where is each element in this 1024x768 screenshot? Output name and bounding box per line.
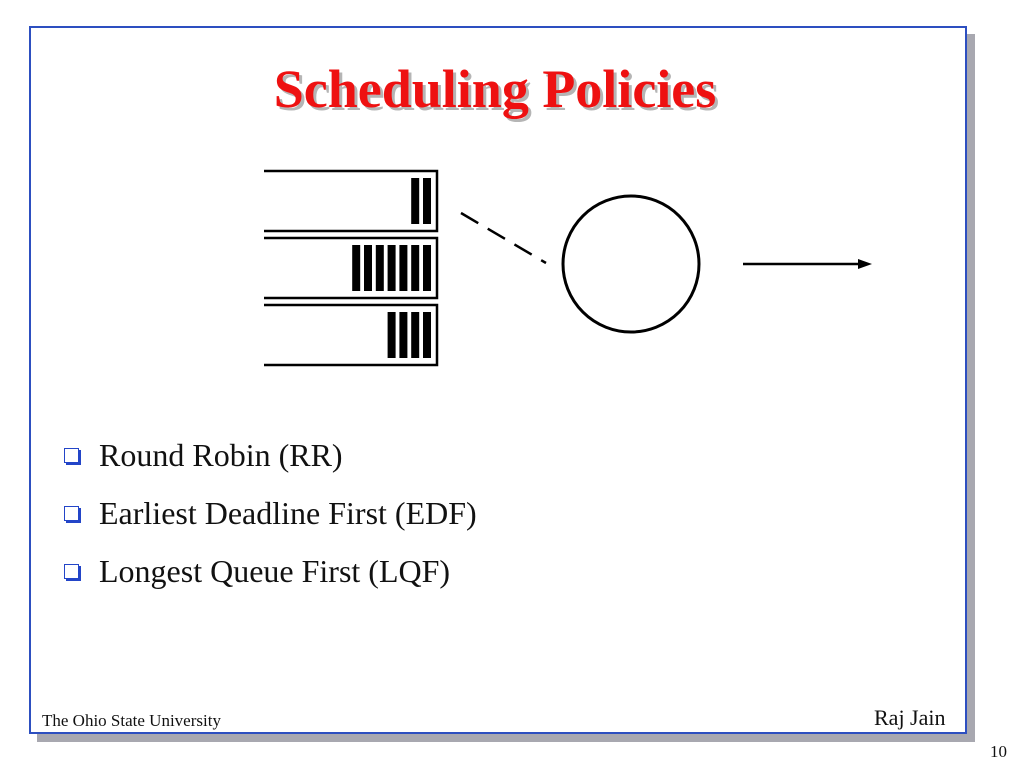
packet-bar (411, 312, 419, 358)
checkbox-bullet-icon (64, 448, 79, 463)
footer-author: Raj Jain (874, 705, 946, 730)
packet-bar (376, 245, 384, 291)
packet-bar (399, 312, 407, 358)
packet-bar (423, 178, 431, 224)
server-circle (563, 196, 699, 332)
queue-buffer (264, 171, 437, 231)
bullet-item-rr (64, 426, 477, 484)
footer-institution: The Ohio State University (42, 711, 221, 730)
queue-buffer (264, 305, 437, 365)
bullet-text: Round Robin (RR) (99, 436, 343, 473)
packet-bar (423, 245, 431, 291)
queue-buffer (264, 238, 437, 298)
packet-bar (411, 178, 419, 224)
packet-bar (423, 312, 431, 358)
packet-bar (411, 245, 419, 291)
packet-bar (352, 245, 360, 291)
bullet-text: Earliest Deadline First (EDF) (99, 494, 477, 531)
bullet-list (64, 426, 477, 600)
scheduler-pointer-dashed-line (461, 213, 546, 263)
output-arrow-head (858, 259, 872, 269)
bullet-item-edf (64, 484, 477, 542)
packet-bar (388, 312, 396, 358)
queue-group (264, 171, 437, 365)
bullet-item-lqf (64, 542, 477, 600)
bullet-text: Longest Queue First (LQF) (99, 552, 451, 589)
packet-bar (399, 245, 407, 291)
slide-title: Scheduling Policies (273, 59, 717, 119)
checkbox-bullet-icon (64, 564, 79, 579)
page-number: 10 (990, 742, 1007, 761)
packet-bar (388, 245, 396, 291)
checkbox-bullet-icon (64, 506, 79, 521)
packet-bar (364, 245, 372, 291)
